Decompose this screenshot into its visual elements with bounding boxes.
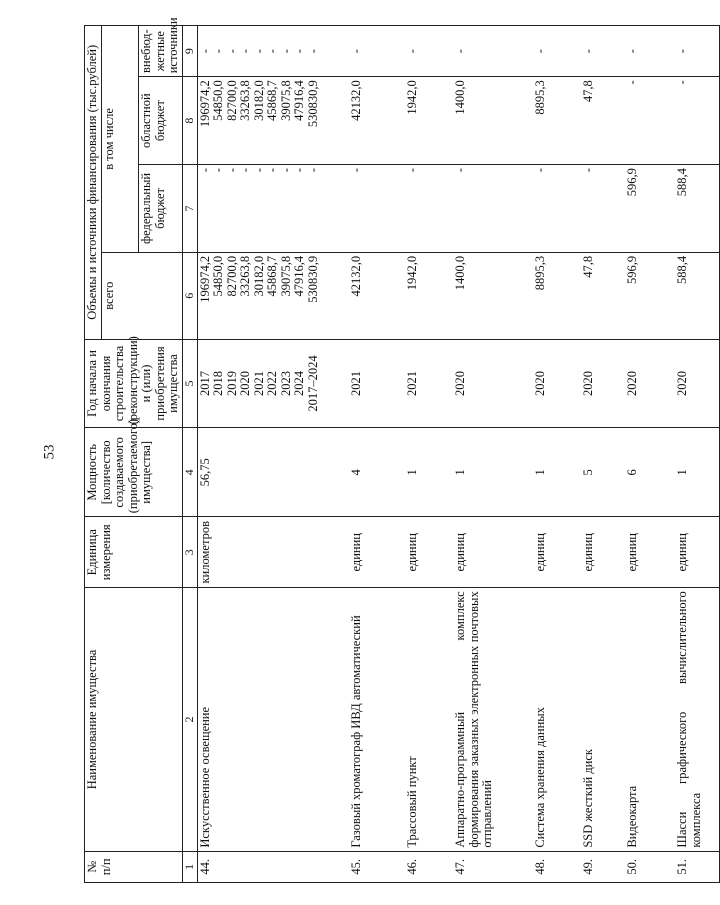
capacity: 1 <box>453 428 533 517</box>
regional-budget <box>349 77 405 165</box>
regional-budget-value: 1942,0 <box>405 80 419 115</box>
extrabudget <box>405 26 453 77</box>
regional-budget-value: 33263,8 <box>238 80 252 121</box>
extrabudget <box>453 26 533 77</box>
total <box>533 252 581 339</box>
regional-budget <box>533 77 581 165</box>
extrabudget-value: - <box>292 49 306 54</box>
years <box>533 339 581 428</box>
federal-budget <box>405 165 453 253</box>
extrabudget <box>675 26 719 77</box>
years <box>405 339 453 428</box>
total-value: 8895,3 <box>533 255 547 291</box>
page-number: 53 <box>41 444 58 460</box>
total <box>453 252 533 339</box>
unit: единиц <box>453 517 533 588</box>
header-regional: областной бюджет <box>139 77 183 165</box>
federal-budget-value: - <box>405 168 419 173</box>
property-name: Искусственное освещение <box>197 588 349 851</box>
years <box>581 339 625 428</box>
table-row <box>453 26 533 883</box>
extrabudget <box>349 26 405 77</box>
years-value: 2019 <box>224 371 239 396</box>
years <box>675 339 719 428</box>
years-value: 2020 <box>453 371 467 396</box>
header-funding-group: Объемы и источники финансирования (тыс.рублей) <box>85 26 102 340</box>
total-value: 1400,0 <box>453 255 467 291</box>
row-number: 48. <box>533 851 581 882</box>
federal-budget-value: - <box>265 168 279 173</box>
total <box>405 252 453 339</box>
total-value: 47916,4 <box>292 255 306 297</box>
extrabudget-value: - <box>581 49 595 54</box>
years <box>625 339 675 428</box>
row-number: 44. <box>197 851 349 882</box>
regional-budget-value: 47,8 <box>581 80 595 103</box>
capacity: 1 <box>533 428 581 517</box>
column-index: 1 <box>182 851 197 882</box>
years-value: 2017–2024 <box>305 355 320 412</box>
regional-budget <box>197 77 349 165</box>
column-index: 3 <box>182 517 197 588</box>
extrabudget-value: - <box>675 49 689 54</box>
unit: единиц <box>533 517 581 588</box>
unit: единиц <box>625 517 675 588</box>
regional-budget-value: 8895,3 <box>533 80 547 115</box>
table-row <box>533 26 581 883</box>
years <box>197 339 349 428</box>
property-name: Шасси графического вычислительного комплекса <box>675 588 719 851</box>
total-value: 588,4 <box>675 255 689 284</box>
column-index: 9 <box>182 26 197 77</box>
regional-budget-value: 47916,4 <box>292 80 306 121</box>
years-value: 2018 <box>211 371 225 396</box>
column-index: 4 <box>182 428 197 517</box>
federal-budget <box>625 165 675 253</box>
federal-budget-value: - <box>453 168 467 173</box>
table-row <box>349 26 405 883</box>
header-incl: в том числе <box>101 26 139 253</box>
column-index: 8 <box>182 77 197 165</box>
column-index: 7 <box>182 165 197 253</box>
regional-budget <box>453 77 533 165</box>
federal-budget-value: - <box>197 168 212 173</box>
regional-budget-value: 42132,0 <box>349 80 363 121</box>
property-table <box>84 17 720 883</box>
total-value: 30182,0 <box>251 255 266 297</box>
years-value: 2020 <box>238 371 252 396</box>
extrabudget-value: - <box>349 49 363 54</box>
years-value: 2017 <box>197 371 212 396</box>
regional-budget-value: 45868,7 <box>265 80 279 121</box>
total <box>349 252 405 339</box>
extrabudget-value: - <box>197 49 212 54</box>
years-value: 2020 <box>625 371 639 396</box>
federal-budget <box>581 165 625 253</box>
total-value: 530830,9 <box>305 255 320 303</box>
header-name: Наименование имущества <box>85 588 183 851</box>
extrabudget-value: - <box>405 49 419 54</box>
table-row <box>581 26 625 883</box>
total-value: 33263,8 <box>238 255 252 297</box>
header-num: № п/п <box>85 851 183 882</box>
capacity: 6 <box>625 428 675 517</box>
header-federal: федеральный бюджет <box>139 165 183 253</box>
extrabudget <box>625 26 675 77</box>
years-value: 2022 <box>265 371 279 396</box>
capacity: 1 <box>675 428 719 517</box>
unit: единиц <box>349 517 405 588</box>
federal-budget-value: - <box>349 168 363 173</box>
federal-budget-value: - <box>292 168 306 173</box>
row-number: 46. <box>405 851 453 882</box>
federal-budget-value: 596,9 <box>625 168 639 197</box>
property-name: Аппаратно-программный комплекс формирования заказных электронных почтовых отправлений <box>453 588 533 851</box>
total-value: 47,8 <box>581 255 595 278</box>
total-value: 42132,0 <box>349 255 363 297</box>
row-number: 51. <box>675 851 719 882</box>
total-value: 82700,0 <box>224 255 239 297</box>
federal-budget-value: - <box>581 168 595 173</box>
row-number: 45. <box>349 851 405 882</box>
row-number: 49. <box>581 851 625 882</box>
column-index: 2 <box>182 588 197 851</box>
federal-budget-value: - <box>251 168 266 173</box>
extrabudget-value: - <box>625 49 639 54</box>
property-name: Видеокарта <box>625 588 675 851</box>
unit: единиц <box>675 517 719 588</box>
federal-budget <box>349 165 405 253</box>
total-value: 45868,7 <box>265 255 279 297</box>
property-name: Газовый хроматограф ИВД автоматический <box>349 588 405 851</box>
years-value: 2020 <box>533 371 547 396</box>
table-body <box>197 26 719 883</box>
federal-budget <box>197 165 349 253</box>
years <box>349 339 405 428</box>
regional-budget-value: - <box>675 80 689 85</box>
federal-budget-value: - <box>278 168 293 173</box>
table-row <box>675 26 719 883</box>
regional-budget-value: 39075,8 <box>278 80 293 121</box>
column-index: 6 <box>182 252 197 339</box>
federal-budget-value: - <box>211 168 225 173</box>
regional-budget-value: 82700,0 <box>224 80 239 121</box>
header-years: Год начала и окончания строительства (реконструкции) и (или) приобретения имущества <box>85 339 183 428</box>
years-value: 2021 <box>349 371 363 396</box>
table-row <box>625 26 675 883</box>
regional-budget-value: 54850,0 <box>211 80 225 121</box>
federal-budget <box>533 165 581 253</box>
federal-budget <box>675 165 719 253</box>
regional-budget <box>625 77 675 165</box>
capacity: 5 <box>581 428 625 517</box>
column-index: 5 <box>182 339 197 428</box>
capacity: 1 <box>405 428 453 517</box>
regional-budget-value: 530830,9 <box>305 80 320 128</box>
unit: километров <box>197 517 349 588</box>
regional-budget-value: - <box>625 80 639 85</box>
years-value: 2021 <box>405 371 419 396</box>
table-row <box>197 26 349 883</box>
extrabudget <box>197 26 349 77</box>
regional-budget-value: 1400,0 <box>453 80 467 115</box>
total-value: 1942,0 <box>405 255 419 291</box>
total-value: 39075,8 <box>278 255 293 297</box>
unit: единиц <box>581 517 625 588</box>
row-number: 50. <box>625 851 675 882</box>
total <box>675 252 719 339</box>
years-value: 2021 <box>251 371 266 396</box>
table-row <box>405 26 453 883</box>
header-unit: Единица измерения <box>85 517 183 588</box>
unit: единиц <box>405 517 453 588</box>
years-value: 2020 <box>675 371 689 396</box>
extrabudget-value: - <box>278 49 293 54</box>
total <box>197 252 349 339</box>
extrabudget-value: - <box>224 49 239 54</box>
regional-budget-value: 196974,2 <box>197 80 212 128</box>
regional-budget-value: 30182,0 <box>251 80 266 121</box>
regional-budget <box>675 77 719 165</box>
extrabudget-value: - <box>453 49 467 54</box>
extrabudget-value: - <box>533 49 547 54</box>
extrabudget <box>581 26 625 77</box>
property-name: Система хранения данных <box>533 588 581 851</box>
regional-budget <box>581 77 625 165</box>
years-value: 2020 <box>581 371 595 396</box>
total-value: 196974,2 <box>197 255 212 303</box>
federal-budget-value: - <box>224 168 239 173</box>
extrabudget-value: - <box>238 49 252 54</box>
extrabudget-value: - <box>305 49 320 54</box>
capacity: 56,75 <box>197 428 349 517</box>
federal-budget-value: - <box>533 168 547 173</box>
header-capacity: Мощность [количество создаваемого (приобретаемого) имущества] <box>85 428 183 517</box>
property-name: Трассовый пункт <box>405 588 453 851</box>
total <box>625 252 675 339</box>
row-number: 47. <box>453 851 533 882</box>
property-name: SSD жесткий диск <box>581 588 625 851</box>
total <box>581 252 625 339</box>
header-total: всего <box>101 252 182 339</box>
extrabudget-value: - <box>265 49 279 54</box>
years <box>453 339 533 428</box>
header-extrabudget: внебюд-жетные источники <box>139 26 183 77</box>
extrabudget <box>533 26 581 77</box>
years-value: 2023 <box>278 371 293 396</box>
regional-budget <box>405 77 453 165</box>
column-index-row <box>182 26 197 883</box>
total-value: 596,9 <box>625 255 639 284</box>
extrabudget-value: - <box>251 49 266 54</box>
federal-budget-value: 588,4 <box>675 168 689 197</box>
extrabudget-value: - <box>211 49 225 54</box>
federal-budget-value: - <box>305 168 320 173</box>
years-value: 2024 <box>292 371 306 396</box>
federal-budget <box>453 165 533 253</box>
total-value: 54850,0 <box>211 255 225 297</box>
capacity: 4 <box>349 428 405 517</box>
federal-budget-value: - <box>238 168 252 173</box>
